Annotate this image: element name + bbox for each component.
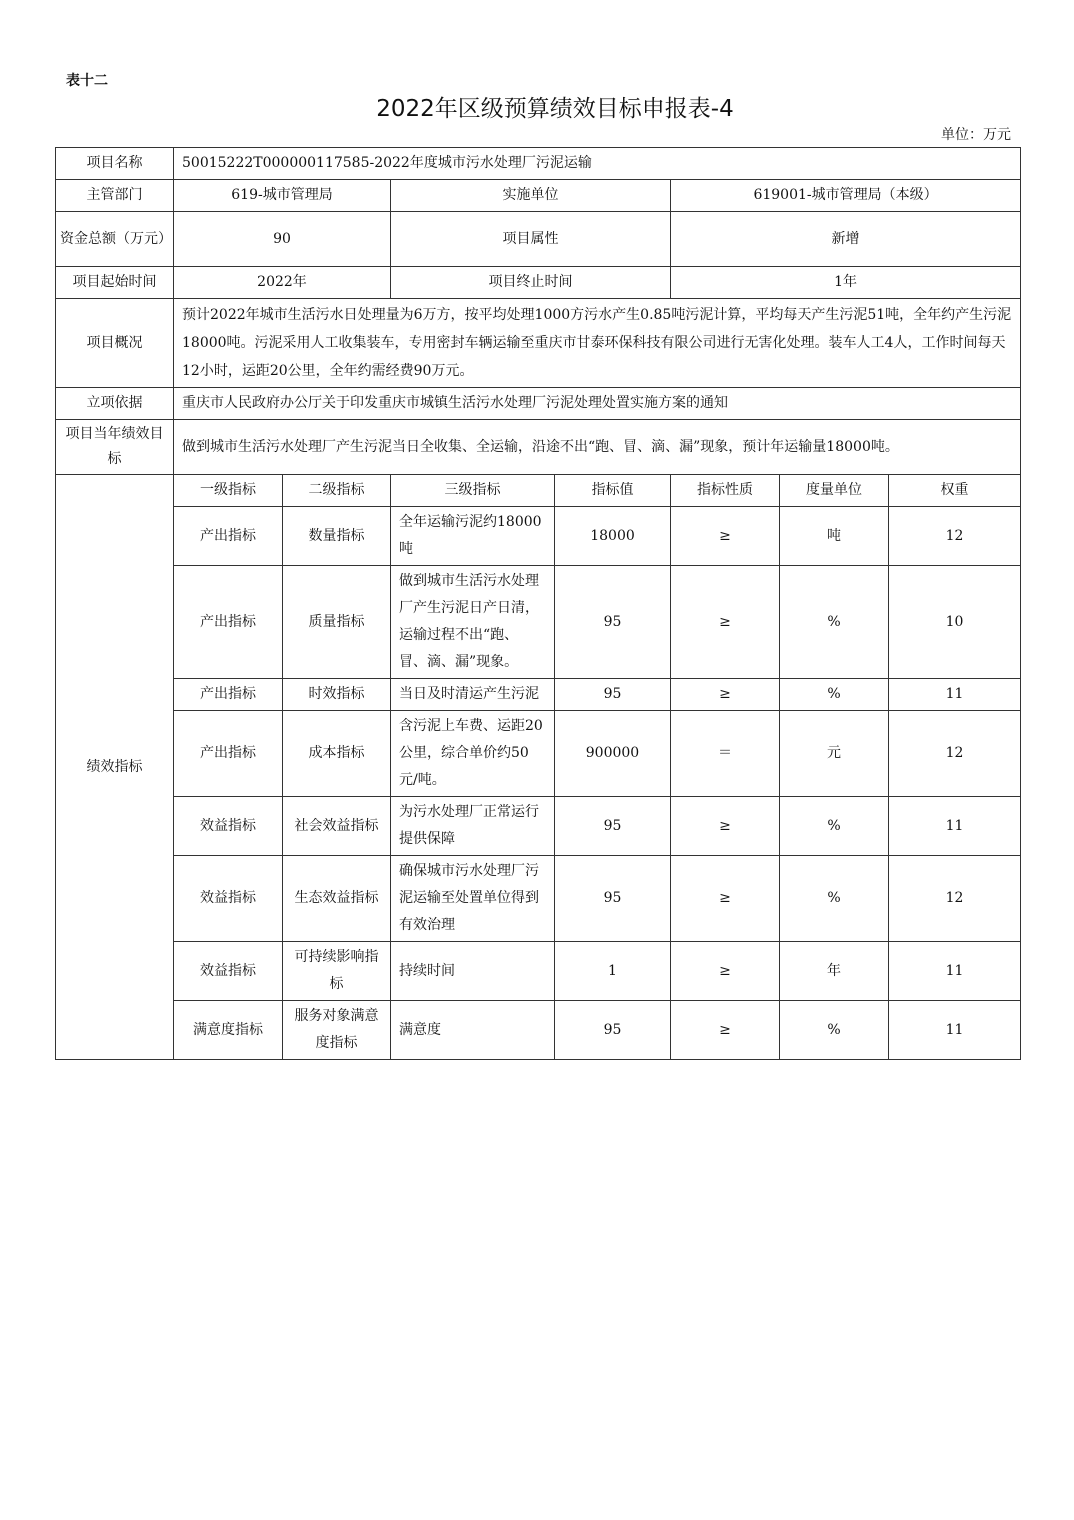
weight-cell: 12 (889, 856, 1021, 942)
row-period (56, 267, 1021, 299)
level1-cell: 满意度指标 (174, 1001, 283, 1060)
table-row (56, 797, 1021, 856)
unit-cell: % (780, 856, 889, 942)
unit-cell: % (780, 679, 889, 711)
row-goal (56, 420, 1021, 475)
header-value: 指标值 (555, 475, 671, 507)
row-department (56, 180, 1021, 212)
table-row (56, 856, 1021, 942)
level1-cell: 产出指标 (174, 566, 283, 679)
nature-cell: ≥ (671, 1001, 780, 1060)
header-nature: 指标性质 (671, 475, 780, 507)
header-level2: 二级指标 (283, 475, 391, 507)
table-number: 表十二 (66, 73, 108, 89)
basis-label: 立项依据 (56, 388, 174, 420)
level2-cell: 生态效益指标 (283, 856, 391, 942)
overview-label: 项目概况 (56, 299, 174, 388)
nature-cell: ≥ (671, 679, 780, 711)
nature-cell: ≥ (671, 942, 780, 1001)
value-cell: 95 (555, 797, 671, 856)
weight-cell: 11 (889, 1001, 1021, 1060)
impl-label: 实施单位 (391, 180, 671, 212)
weight-cell: 12 (889, 711, 1021, 797)
unit-cell: 吨 (780, 507, 889, 566)
perf-label: 绩效指标 (56, 475, 174, 1060)
weight-cell: 10 (889, 566, 1021, 679)
value-cell: 95 (555, 1001, 671, 1060)
page-title: 2022年区级预算绩效目标申报表-4 (376, 96, 734, 122)
unit-cell: % (780, 566, 889, 679)
level2-cell: 时效指标 (283, 679, 391, 711)
nature-cell: ≥ (671, 797, 780, 856)
funds-label: 资金总额（万元） (56, 212, 174, 267)
level2-cell: 社会效益指标 (283, 797, 391, 856)
start-label: 项目起始时间 (56, 267, 174, 299)
value-cell: 900000 (555, 711, 671, 797)
value-cell: 18000 (555, 507, 671, 566)
dept-value: 619-城市管理局 (174, 180, 391, 212)
level2-cell: 可持续影响指标 (283, 942, 391, 1001)
level3-cell: 满意度 (391, 1001, 555, 1060)
nature-cell: ＝ (671, 711, 780, 797)
unit-cell: % (780, 797, 889, 856)
value-cell: 1 (555, 942, 671, 1001)
project-name-label: 项目名称 (56, 148, 174, 180)
budget-performance-table (55, 147, 1021, 1060)
table-row (56, 566, 1021, 679)
table-row (56, 679, 1021, 711)
value-cell: 95 (555, 679, 671, 711)
project-name-value: 50015222T000000117585-2022年度城市污水处理厂污泥运输 (174, 148, 1021, 180)
level2-cell: 数量指标 (283, 507, 391, 566)
level1-cell: 产出指标 (174, 679, 283, 711)
weight-cell: 12 (889, 507, 1021, 566)
attr-label: 项目属性 (391, 212, 671, 267)
weight-cell: 11 (889, 679, 1021, 711)
level2-cell: 成本指标 (283, 711, 391, 797)
nature-cell: ≥ (671, 507, 780, 566)
level1-cell: 效益指标 (174, 942, 283, 1001)
perf-header-row (56, 475, 1021, 507)
unit-cell: 年 (780, 942, 889, 1001)
goal-label: 项目当年绩效目标 (56, 420, 174, 475)
table-row (56, 1001, 1021, 1060)
row-overview (56, 299, 1021, 388)
weight-cell: 11 (889, 942, 1021, 1001)
header-unit: 度量单位 (780, 475, 889, 507)
level3-cell: 为污水处理厂正常运行提供保障 (391, 797, 555, 856)
level1-cell: 产出指标 (174, 711, 283, 797)
header-level3: 三级指标 (391, 475, 555, 507)
header-weight: 权重 (889, 475, 1021, 507)
impl-value: 619001-城市管理局（本级） (671, 180, 1021, 212)
unit-cell: % (780, 1001, 889, 1060)
end-label: 项目终止时间 (391, 267, 671, 299)
level3-cell: 做到城市生活污水处理厂产生污泥日产日清，运输过程不出“跑、冒、滴、漏”现象。 (391, 566, 555, 679)
row-project-name (56, 148, 1021, 180)
value-cell: 95 (555, 856, 671, 942)
weight-cell: 11 (889, 797, 1021, 856)
nature-cell: ≥ (671, 566, 780, 679)
basis-value: 重庆市人民政府办公厅关于印发重庆市城镇生活污水处理厂污泥处理处置实施方案的通知 (174, 388, 1021, 420)
unit-label: 单位：万元 (941, 127, 1011, 143)
unit-cell: 元 (780, 711, 889, 797)
funds-value: 90 (174, 212, 391, 267)
value-cell: 95 (555, 566, 671, 679)
nature-cell: ≥ (671, 856, 780, 942)
goal-value: 做到城市生活污水处理厂产生污泥当日全收集、全运输，沿途不出“跑、冒、滴、漏”现象，预计年运输量18000吨。 (174, 420, 1021, 475)
row-basis (56, 388, 1021, 420)
table-row (56, 507, 1021, 566)
level2-cell: 质量指标 (283, 566, 391, 679)
level3-cell: 持续时间 (391, 942, 555, 1001)
overview-value: 预计2022年城市生活污水日处理量为6万方，按平均处理1000方污水产生0.85吨污泥计算，平均每天产生污泥51吨，全年约产生污泥18000吨。污泥采用人工收集装车，专用密封车辆运输至重庆市甘泰环保科技有限公司进行无害化处理。装车人工4人，工作时间每天12小时，运距20公里，全年约需经费90万元。 (174, 299, 1021, 388)
table-row (56, 711, 1021, 797)
level3-cell: 含污泥上车费、运距20公里，综合单价约50元/吨。 (391, 711, 555, 797)
level2-cell: 服务对象满意度指标 (283, 1001, 391, 1060)
level3-cell: 全年运输污泥约18000吨 (391, 507, 555, 566)
attr-value: 新增 (671, 212, 1021, 267)
table-row (56, 942, 1021, 1001)
level1-cell: 效益指标 (174, 856, 283, 942)
level3-cell: 确保城市污水处理厂污泥运输至处置单位得到有效治理 (391, 856, 555, 942)
level3-cell: 当日及时清运产生污泥 (391, 679, 555, 711)
row-funds (56, 212, 1021, 267)
header-level1: 一级指标 (174, 475, 283, 507)
end-value: 1年 (671, 267, 1021, 299)
dept-label: 主管部门 (56, 180, 174, 212)
start-value: 2022年 (174, 267, 391, 299)
level1-cell: 产出指标 (174, 507, 283, 566)
level1-cell: 效益指标 (174, 797, 283, 856)
